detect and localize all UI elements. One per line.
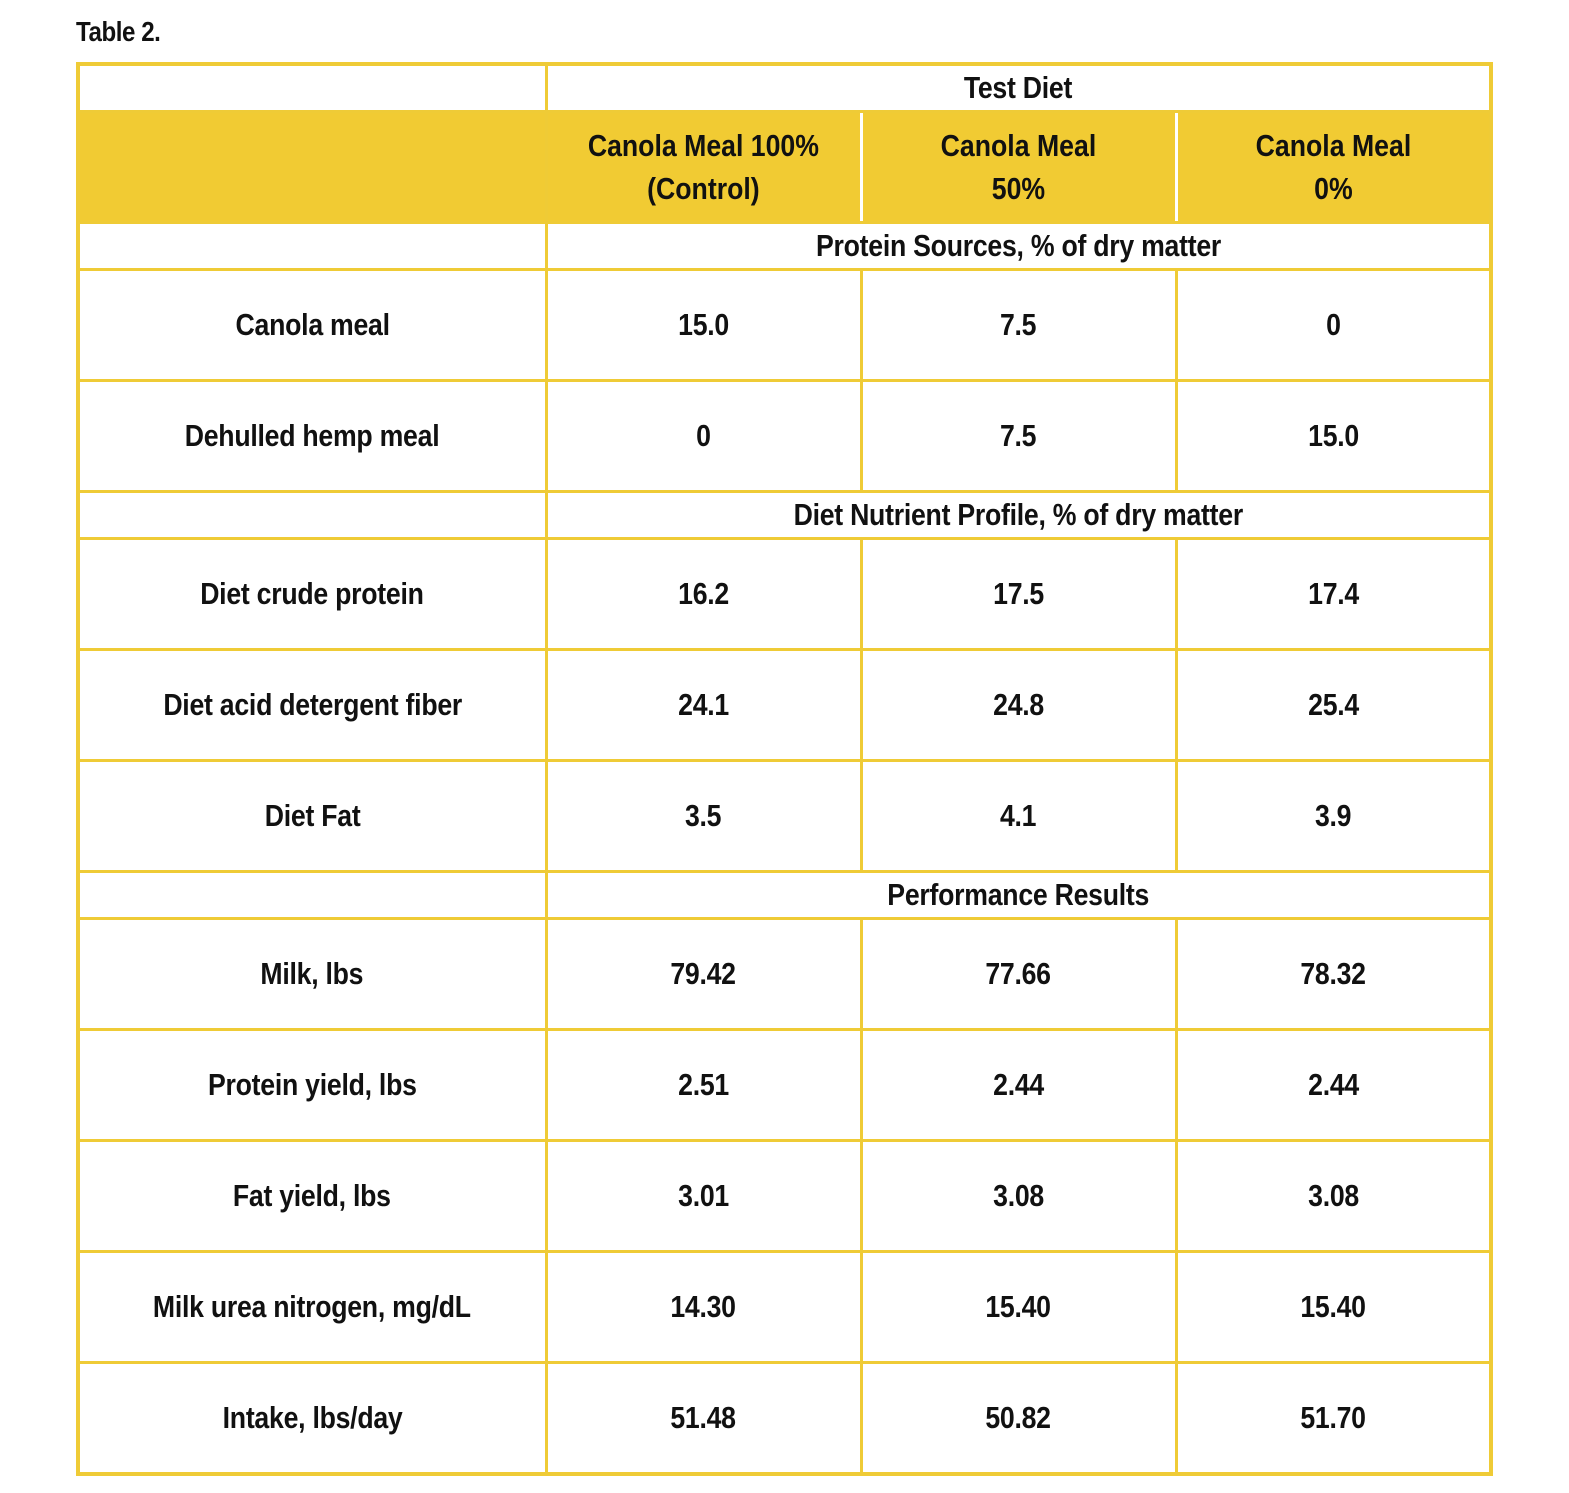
cell-value: 14.30 <box>546 1252 861 1363</box>
cell-value: 25.4 <box>1176 650 1491 761</box>
cell-value: 51.48 <box>546 1363 861 1475</box>
cell-value: 3.08 <box>861 1141 1176 1252</box>
column-header-row <box>78 112 1491 223</box>
test-diet-header: Test Diet <box>546 64 1491 112</box>
cell-value: 24.8 <box>861 650 1176 761</box>
row-label: Diet acid detergent fiber <box>78 650 546 761</box>
cell-value: 77.66 <box>861 919 1176 1030</box>
cell-value: 15.0 <box>546 270 861 381</box>
section-title: Diet Nutrient Profile, % of dry matter <box>546 492 1491 539</box>
table-row <box>78 539 1491 650</box>
row-label: Milk urea nitrogen, mg/dL <box>78 1252 546 1363</box>
section-blank-cell <box>78 872 546 919</box>
cell-value: 79.42 <box>546 919 861 1030</box>
section-blank-cell <box>78 223 546 270</box>
row-label: Diet Fat <box>78 761 546 872</box>
table-row <box>78 1030 1491 1141</box>
table-row <box>78 761 1491 872</box>
section-title: Performance Results <box>546 872 1491 919</box>
section-header-row <box>78 492 1491 539</box>
section-title: Protein Sources, % of dry matter <box>546 223 1491 270</box>
cell-value: 17.5 <box>861 539 1176 650</box>
cell-value: 3.9 <box>1176 761 1491 872</box>
column-header-line2: 50% <box>991 171 1046 206</box>
table-row <box>78 919 1491 1030</box>
column-header-control <box>546 112 861 223</box>
table-row <box>78 650 1491 761</box>
column-header-line2: 0% <box>1313 171 1353 206</box>
cell-value: 2.51 <box>546 1030 861 1141</box>
cell-value: 3.08 <box>1176 1141 1491 1252</box>
column-header-0 <box>1176 112 1491 223</box>
cell-value: 15.40 <box>1176 1252 1491 1363</box>
row-label: Fat yield, lbs <box>78 1141 546 1252</box>
row-label: Canola meal <box>78 270 546 381</box>
cell-value: 78.32 <box>1176 919 1491 1030</box>
table-row <box>78 270 1491 381</box>
cell-value: 16.2 <box>546 539 861 650</box>
empty-corner-cell <box>78 64 546 112</box>
cell-value: 7.5 <box>861 270 1176 381</box>
table-row <box>78 1252 1491 1363</box>
cell-value: 2.44 <box>861 1030 1176 1141</box>
row-label: Protein yield, lbs <box>78 1030 546 1141</box>
cell-value: 17.4 <box>1176 539 1491 650</box>
table-caption: Table 2. <box>76 16 161 47</box>
cell-value: 4.1 <box>861 761 1176 872</box>
cell-value: 0 <box>546 381 861 492</box>
row-label: Intake, lbs/day <box>78 1363 546 1475</box>
cell-value: 15.40 <box>861 1252 1176 1363</box>
column-header-line1: Canola Meal <box>1255 127 1412 163</box>
column-header-line1: Canola Meal <box>940 127 1097 163</box>
row-label: Milk, lbs <box>78 919 546 1030</box>
cell-value: 3.01 <box>546 1141 861 1252</box>
cell-value: 51.70 <box>1176 1363 1491 1475</box>
results-table <box>76 62 1493 1476</box>
cell-value: 0 <box>1176 270 1491 381</box>
cell-value: 50.82 <box>861 1363 1176 1475</box>
cell-value: 15.0 <box>1176 381 1491 492</box>
cell-value: 2.44 <box>1176 1030 1491 1141</box>
column-header-50 <box>861 112 1176 223</box>
cell-value: 3.5 <box>546 761 861 872</box>
column-header-line1: Canola Meal 100% <box>587 127 820 163</box>
header-blank-cell <box>78 112 546 223</box>
cell-value: 24.1 <box>546 650 861 761</box>
section-header-row <box>78 223 1491 270</box>
row-label: Diet crude protein <box>78 539 546 650</box>
table-row <box>78 1363 1491 1475</box>
section-header-row <box>78 872 1491 919</box>
row-label: Dehulled hemp meal <box>78 381 546 492</box>
table-row <box>78 381 1491 492</box>
column-header-line2: (Control) <box>647 171 760 206</box>
group-header-row <box>78 64 1491 112</box>
table-row <box>78 1141 1491 1252</box>
section-blank-cell <box>78 492 546 539</box>
cell-value: 7.5 <box>861 381 1176 492</box>
